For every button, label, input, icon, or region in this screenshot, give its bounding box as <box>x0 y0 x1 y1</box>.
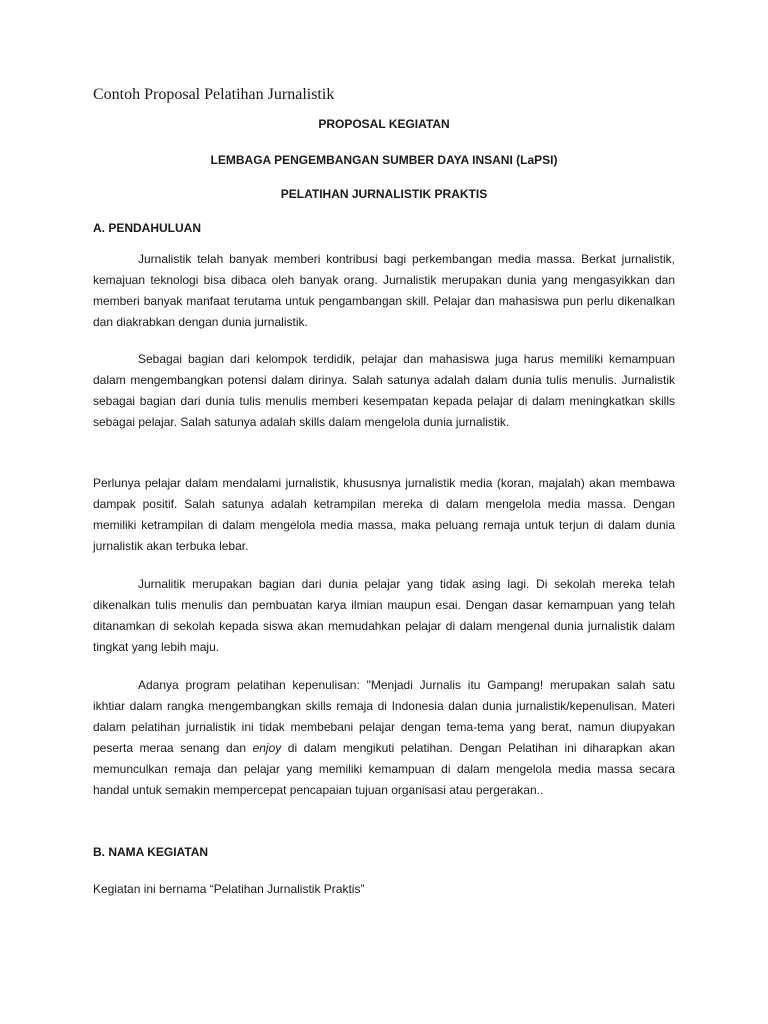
section-b-title: B. NAMA KEGIATAN <box>93 845 209 859</box>
section-a-paragraph-3: Perlunya pelajar dalam mendalami jurnalistik, khususnya jurnalistik media (koran, majalah) akan membawa dampak positif. Salah satunya adalah ketrampilan mereka di dalam mengelola media massa. Dengan memiliki ketrampilan di dalam mengelola media massa, maka peluang remaja untuk terjun di dalam dunia jurnalistik akan terbuka lebar. <box>93 476 675 553</box>
paragraph-5-text-start: Adanya program pelatihan kepenulisan: "Menjadi Jurnalis itu Gampang! merupakan salah satu ikhtiar dalam rangka mengembangkan skills remaja di Indonesia dalan dunia jurnalistik/kepenulisan. Materi dalam pelatihan jurnalistik ini tidak membebani pelajar dengan tema-tema yang berat, namun diupyakan peserta meraa senang dan <box>93 678 675 755</box>
proposal-heading: PROPOSAL KEGIATAN <box>318 117 450 131</box>
section-a-paragraph-5 <box>93 675 675 801</box>
section-b-paragraph-1: Kegiatan ini bernama “Pelatihan Jurnalistik Praktis” <box>93 882 365 896</box>
organization-heading: LEMBAGA PENGEMBANGAN SUMBER DAYA INSANI (LaPSI) <box>210 153 558 167</box>
section-a-paragraph-1: Jurnalistik telah banyak memberi kontribusi bagi perkembangan media massa. Berkat jurnalistik, kemajuan teknologi bisa dibaca oleh banyak orang. Jurnalistik merupakan dunia yang mengasyikkan dan memberi banyak manfaat terutama untuk pengambangan skill. Pelajar dan mahasiswa pun perlu dikenalkan dan diakrabkan dengan dunia jurnalistik. <box>93 252 675 329</box>
paragraph-5-text-end: di dalam mengikuti pelatihan. Dengan Pelatihan ini diharapkan akan memunculkan remaja dan pelajar yang memiliki kemampuan di dalam mengelola media massa secara handal untuk semakin mempercepat pencapaian tujuan organisasi atau pergerakan.. <box>93 741 675 797</box>
section-a-paragraph-2: Sebagai bagian dari kelompok terdidik, pelajar dan mahasiswa juga harus memiliki kemampuan dalam mengembangkan potensi dalam dirinya. Salah satunya adalah dalam dunia tulis menulis. Jurnalistik sebagai bagian dari dunia tulis menulis memberi kesempatan kepada pelajar di dalam meningkatkan skills sebagai pelajar. Salah satunya adalah skills dalam mengelola dunia jurnalistik. <box>93 352 675 429</box>
paragraph-5-emphasis: enjoy <box>252 741 282 755</box>
section-a-title: A. PENDAHULUAN <box>93 221 201 235</box>
program-heading: PELATIHAN JURNALISTIK PRAKTIS <box>280 187 488 201</box>
document-title: Contoh Proposal Pelatihan Jurnalistik <box>93 86 335 103</box>
section-a-paragraph-4: Jurnalitik merupakan bagian dari dunia pelajar yang tidak asing lagi. Di sekolah mereka telah dikenalkan tulis menulis dan pembuatan karya ilmian maupun esai. Dengan dasar kemampuan yang telah ditanamkan di sekolah kepada siswa akan memudahkan pelajar di dalam mengenal dunia jurnalistik dalam tingkat yang lebih maju. <box>93 577 675 654</box>
